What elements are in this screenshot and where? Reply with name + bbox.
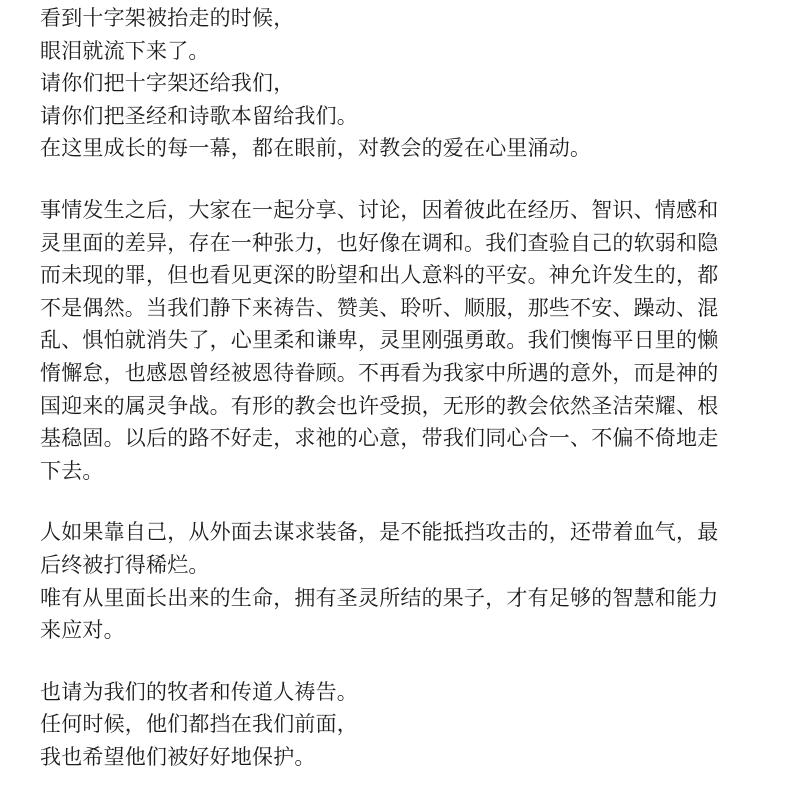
text-line: 后终被打得稀烂。 — [40, 552, 210, 577]
text-line: 也请为我们的牧者和传道人祷告。 — [40, 679, 358, 704]
paragraph-4 — [40, 676, 780, 774]
text-line: 请你们把十字架还给我们， — [40, 71, 295, 96]
text-line: 唯有从里面长出来的生命，拥有圣灵所结的果子，才有足够的智慧和能力 — [40, 585, 719, 610]
text-line: 我也希望他们被好好地保护。 — [40, 744, 316, 769]
paragraph-1 — [40, 2, 780, 165]
text-line: 任何时候，他们都挡在我们前面， — [40, 712, 358, 737]
text-line: 人如果靠自己，从外面去谋求装备，是不能抵挡攻击的，还带着血气，最 — [40, 520, 719, 545]
text-line: 眼泪就流下来了。 — [40, 38, 210, 63]
paragraph-3 — [40, 516, 780, 646]
text-line: 基稳固。以后的路不好走，求祂的心意，带我们同心合一、不偏不倚地走 — [40, 426, 719, 451]
text-line: 灵里面的差异，存在一种张力，也好像在调和。我们查验自己的软弱和隐 — [40, 230, 719, 255]
text-line: 不是偶然。当我们静下来祷告、赞美、聆听、顺服，那些不安、躁动、混 — [40, 295, 719, 320]
text-line: 国迎来的属灵争战。有形的教会也许受损，无形的教会依然圣洁荣耀、根 — [40, 393, 719, 418]
text-line: 看到十字架被抬走的时候， — [40, 6, 295, 30]
text-line: 下去。 — [40, 458, 104, 483]
text-line: 来应对。 — [40, 618, 125, 643]
text-line: 请你们把圣经和诗歌本留给我们。 — [40, 103, 358, 128]
paragraph-2 — [40, 194, 780, 487]
text-line: 事情发生之后，大家在一起分享、讨论，因着彼此在经历、智识、情感和 — [40, 197, 719, 222]
text-line: 而未现的罪，但也看见更深的盼望和出人意料的平安。神允许发生的，都 — [40, 263, 719, 288]
text-line: 在这里成长的每一幕，都在眼前，对教会的爱在心里涌动。 — [40, 136, 592, 161]
text-line: 惰懈怠，也感恩曾经被恩待眷顾。不再看为我家中所遇的意外，而是神的 — [40, 360, 719, 385]
text-line: 乱、惧怕就消失了，心里柔和谦卑，灵里刚强勇敢。我们懊悔平日里的懒 — [40, 328, 719, 353]
